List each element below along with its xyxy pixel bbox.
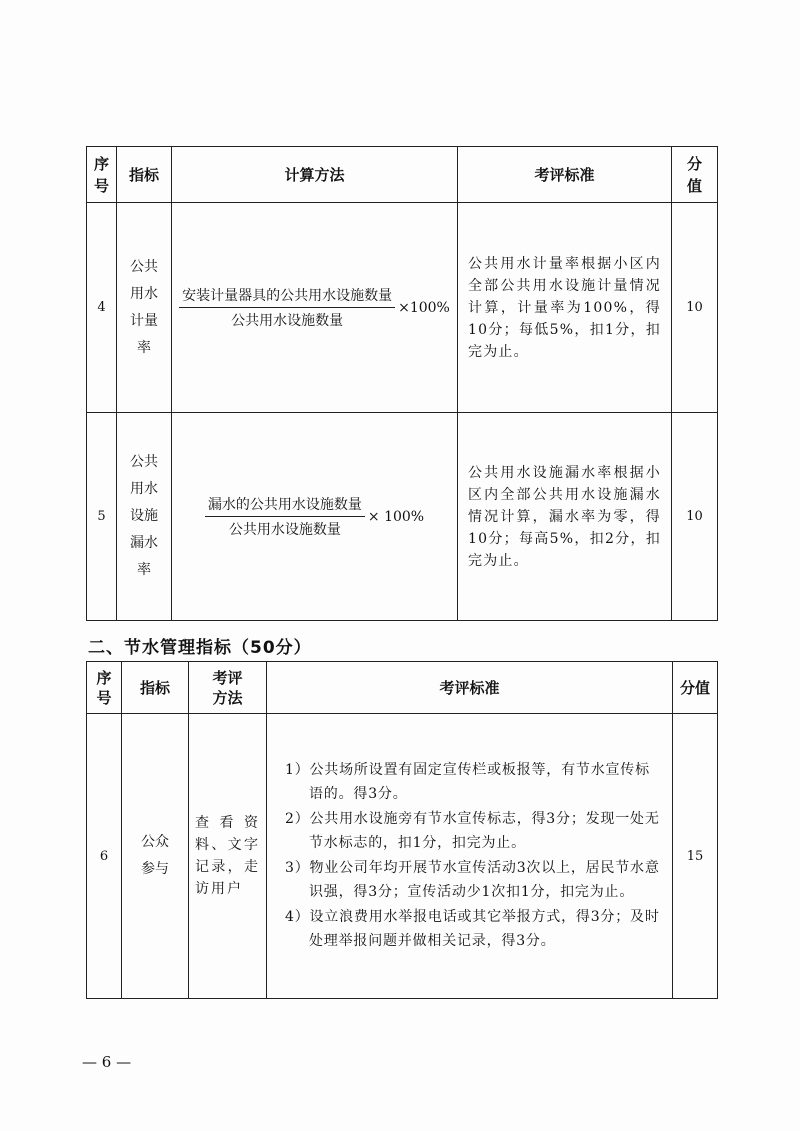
criteria-item: 4）设立浪费用水举报电话或其它举报方式，得3分；及时处理举报问题并做相关记录，得3分。	[285, 909, 660, 949]
section-title: 二、节水管理指标（50分）	[88, 638, 312, 658]
formula-numerator: 安装计量器具的公共用水设施数量	[179, 285, 395, 308]
row-score: 15	[673, 714, 718, 999]
management-table	[86, 661, 718, 999]
header-seq: 序号	[87, 147, 117, 203]
formula-multiplier: ×100%	[398, 299, 450, 316]
row-seq: 6	[87, 714, 122, 999]
header-score: 分值	[672, 147, 718, 203]
table-row	[87, 714, 718, 999]
row-score: 10	[672, 413, 718, 621]
header-criteria: 考评标准	[267, 662, 673, 714]
row-criteria: 公共用水计量率根据小区内全部公共用水设施计量情况计算，计量率为100%，得10分；每低5%，扣1分，扣完为止。	[458, 203, 672, 413]
formula-denominator: 公共用水设施数量	[231, 313, 344, 329]
criteria-item: 1）公共场所设置有固定宣传栏或板报等，有节水宣传标语的。得3分。	[285, 762, 650, 802]
row-score: 10	[672, 203, 718, 413]
row-criteria	[267, 714, 673, 999]
row-formula	[172, 203, 458, 413]
header-seq: 序号	[87, 662, 122, 714]
water-metering-table	[86, 146, 718, 621]
row-seq: 5	[87, 413, 117, 621]
formula-numerator: 漏水的公共用水设施数量	[205, 494, 365, 517]
header-indicator: 指标	[122, 662, 189, 714]
row-indicator: 公共用水计量率	[117, 203, 172, 413]
criteria-item: 2）公共用水设施旁有节水宣传标志，得3分；发现一处无节水标志的，扣1分，扣完为止。	[285, 811, 660, 851]
header-method: 考评方法	[189, 662, 267, 714]
row-indicator: 公众参与	[122, 714, 189, 999]
header-method: 计算方法	[172, 147, 458, 203]
header-criteria: 考评标准	[458, 147, 672, 203]
row-indicator: 公共用水设施漏水率	[117, 413, 172, 621]
table-row	[87, 413, 718, 621]
row-method: 查看资料、文字记录，走访用户	[189, 714, 267, 999]
page-number: — 6 —	[82, 1053, 132, 1071]
formula-multiplier: × 100%	[367, 508, 425, 525]
row-seq: 4	[87, 203, 117, 413]
row-criteria: 公共用水设施漏水率根据小区内全部公共用水设施漏水情况计算，漏水率为零，得10分；每高5%，扣2分，扣完为止。	[458, 413, 672, 621]
row-formula	[172, 413, 458, 621]
table-row	[87, 203, 718, 413]
formula-denominator: 公共用水设施数量	[228, 522, 341, 538]
criteria-item: 3）物业公司年均开展节水宣传活动3次以上，居民节水意识强，得3分；宣传活动少1次扣1分，扣完为止。	[285, 860, 660, 900]
header-score: 分值	[673, 662, 718, 714]
header-indicator: 指标	[117, 147, 172, 203]
